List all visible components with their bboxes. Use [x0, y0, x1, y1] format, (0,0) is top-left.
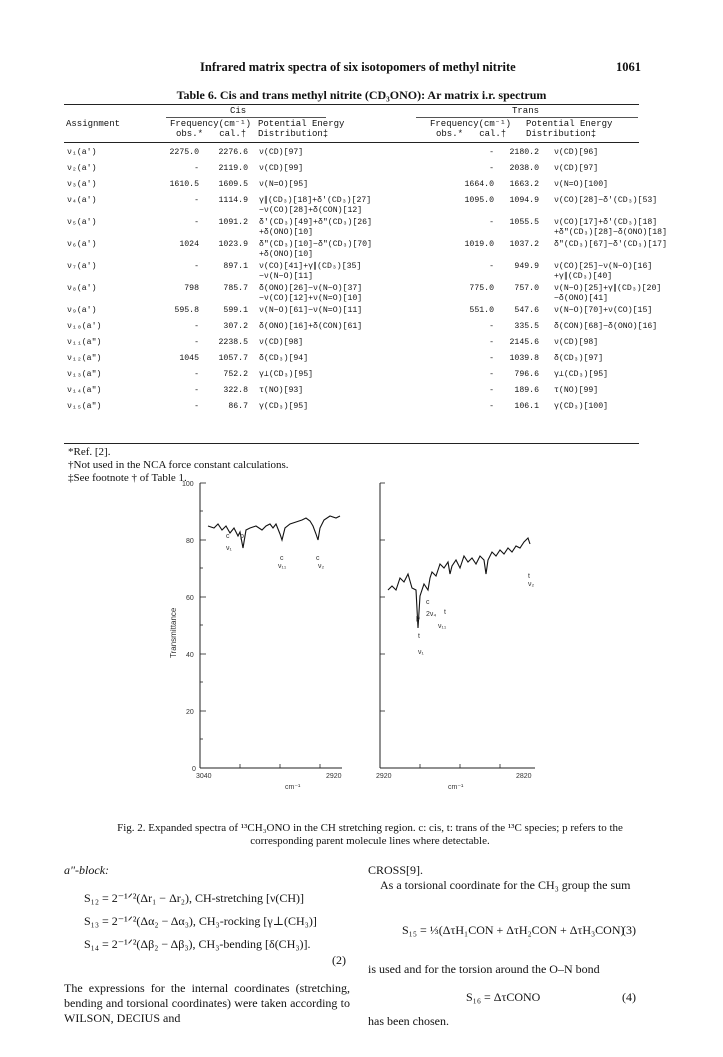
trans-cal-cell: 1039.8: [509, 354, 539, 363]
assignment-cell: ν₄(a'): [67, 196, 97, 205]
right-x-unit: cm⁻¹: [448, 784, 464, 791]
peak-label-right-c: c: [426, 599, 430, 606]
trans-ped-cell: ν(CO)[25]−ν(N−O)[16]: [554, 262, 653, 271]
cis-obs-cell: -: [194, 402, 199, 411]
cis-cal-cell: 1114.9: [218, 196, 248, 205]
peak-label-left-nu2: ν₂: [318, 563, 325, 570]
cis-obs-cell: -: [194, 386, 199, 395]
peak-label-right-t1: t: [444, 609, 446, 616]
trans-obs-cell: 551.0: [469, 306, 494, 315]
equation-s12: S₁₂ = 2⁻¹ᐟ²(Δr₁ − Δr₂), CH-stretching [ν(CH)]: [84, 891, 305, 905]
assignment-cell: ν₃(a'): [67, 180, 97, 189]
peak-label-right-2nu4: 2ν₄: [426, 611, 437, 618]
trans-ped-cell: ν(CD)[97]: [554, 164, 599, 173]
right-spectrum-trace: [388, 538, 530, 628]
cis-cal-cell: 1023.9: [218, 240, 248, 249]
trans-ped-cell: ν(N−O)[25]+γ∥(CD₃)[20]: [554, 284, 662, 293]
trans-ped-cell: ν(CD)[98]: [554, 338, 599, 347]
trans-obs-cell: -: [489, 402, 494, 411]
cis-cal-cell: 322.8: [223, 386, 248, 395]
cis-obs-cell: -: [194, 196, 199, 205]
cis-cal-cell: 1091.2: [218, 218, 248, 227]
right-x-tick-2820: 2820: [516, 773, 532, 780]
peak-label-right-t3: t: [528, 573, 530, 580]
cis-cal-cell: 2238.5: [218, 338, 248, 347]
cis-obs-cell: -: [194, 370, 199, 379]
cis-ped-cell: ν(N=O)[95]: [259, 180, 309, 189]
cis-obs-cell: 1024: [179, 240, 199, 249]
right-x-tick-2920: 2920: [376, 773, 392, 780]
trans-ped-header: Potential Energy: [526, 119, 613, 129]
cis-obs-cell: 595.8: [174, 306, 199, 315]
trans-frequency-header: Frequency(cm⁻¹): [430, 119, 512, 129]
paragraph-right-2: is used and for the torsion around the O–N bond: [368, 962, 600, 976]
cis-ped-cell: δ(ONO)[26]−ν(N−O)[37]: [259, 284, 363, 293]
cis-ped-cell: ν(N−O)[61]−ν(N=O)[11]: [259, 306, 363, 315]
trans-cal-cell: 1663.2: [509, 180, 539, 189]
trans-obs-cell: -: [489, 262, 494, 271]
cis-cal-cell: 307.2: [223, 322, 248, 331]
cis-ped-cell-cont: −ν(CO)[12]+ν(N=O)[10]: [259, 293, 363, 303]
table-top-rule: [64, 104, 639, 105]
y-tick-60: 60: [186, 595, 194, 602]
paragraph-right-3: has been chosen.: [368, 1014, 449, 1028]
trans-cal-cell: 547.6: [514, 306, 539, 315]
trans-ped-cell: ν(CD)[96]: [554, 148, 599, 157]
left-spectrum-trace: [208, 516, 340, 548]
paragraph-right: As a torsional coordinate for the CH₃ group the sum: [380, 878, 631, 892]
trans-ped-cell: τ(NO)[99]: [554, 386, 599, 395]
assignment-header: Assignment: [66, 119, 121, 129]
trans-obs-cell: 775.0: [469, 284, 494, 293]
peak-label-left-nu11: ν₁₁: [278, 563, 287, 570]
cis-ped-cell: γ∥(CD₃)[18]+δ'(CD₃)[27]: [259, 196, 372, 205]
left-x-tick-2920: 2920: [326, 773, 342, 780]
y-tick-100: 100: [182, 481, 194, 488]
trans-obs-cell: 1095.0: [464, 196, 494, 205]
trans-obs-cell: -: [489, 164, 494, 173]
table-header-rule: [64, 142, 639, 143]
equation-s15: S₁₅ = ⅓(ΔτH₁CON + ΔτH₂CON + ΔτH₃CON): [402, 923, 625, 937]
cis-cal-cell: 1609.5: [218, 180, 248, 189]
equation-s14: S₁₄ = 2⁻¹ᐟ²(Δβ₂ − Δβ₃), CH₃-bending [δ(CH₃)].: [84, 937, 311, 951]
y-tick-80: 80: [186, 538, 194, 545]
assignment-cell: ν₈(a'): [67, 284, 97, 293]
cis-ped-header-2: Distribution‡: [258, 129, 329, 139]
cis-ped-cell-cont: +δ(ONO)[10]: [259, 227, 314, 237]
cis-obs-cell: -: [194, 218, 199, 227]
trans-ped-cell-cont: +δ"(CD₃)[28]−δ(ONO)[18]: [554, 227, 668, 237]
y-tick-20: 20: [186, 709, 194, 716]
trans-cal-cell: 949.9: [514, 262, 539, 271]
trans-ped-cell-cont: −δ(ONO)[41]: [554, 293, 609, 303]
peak-label-right-t2: t: [418, 633, 420, 640]
equation-number-3: (3): [622, 923, 636, 937]
assignment-cell: ν₁₄(a"): [67, 386, 102, 395]
paragraph-left: The expressions for the internal coordinates (stretching, bending and torsional coordinates) were taken according to WILSON, DECIUS and: [64, 981, 350, 1025]
cis-obs-cell: -: [194, 322, 199, 331]
y-tick-0: 0: [192, 766, 196, 773]
trans-obs-cell: 1019.0: [464, 240, 494, 249]
trans-obs-cell: -: [489, 338, 494, 347]
cis-ped-cell-cont: +δ(ONO)[10]: [259, 249, 314, 259]
trans-group-label: Trans: [512, 106, 540, 116]
cis-ped-cell: ν(CO)[41]+γ∥(CD₃)[35]: [259, 262, 362, 271]
cis-obs-cell: 798: [184, 284, 199, 293]
peak-label-right-p: p: [416, 615, 420, 622]
left-x-unit: cm⁻¹: [285, 784, 301, 791]
trans-obs-cell: -: [489, 148, 494, 157]
assignment-cell: ν₁(a'): [67, 148, 97, 157]
peak-label-right-nu2: ν₂: [528, 581, 535, 588]
cis-ped-cell: γ(CD₃)[95]: [259, 402, 309, 411]
figure-caption: Fig. 2. Expanded spectra of ¹³CH₃ONO in the CH stretching region. c: cis, t: trans of the ¹³C species; p refers to the corresponding parent molecule lines where detectable.: [117, 822, 623, 847]
trans-group-rule: [416, 117, 638, 118]
peak-label-left-c2: c: [280, 555, 284, 562]
figure-spectra: [130, 478, 590, 818]
trans-obs-cell: -: [489, 354, 494, 363]
trans-cal-cell: 2180.2: [509, 148, 539, 157]
cis-ped-cell: ν(CD)[99]: [259, 164, 304, 173]
peak-label-left-p: p: [240, 533, 244, 540]
footnote-dagger: †Not used in the NCA force constant calculations.: [68, 459, 289, 471]
cis-obs-cell: -: [194, 262, 199, 271]
trans-ped-cell: ν(N=O)[100]: [554, 180, 609, 189]
trans-obs-cell: -: [489, 218, 494, 227]
cis-cal-cell: 2119.0: [218, 164, 248, 173]
assignment-cell: ν₆(a'): [67, 240, 97, 249]
trans-ped-cell: δ(CD₃)[97]: [554, 354, 604, 363]
trans-cal-cell: 796.6: [514, 370, 539, 379]
cis-ped-header: Potential Energy: [258, 119, 345, 129]
cis-obs-cal-header: obs.* cal.†: [176, 129, 247, 139]
assignment-cell: ν₁₃(a"): [67, 370, 102, 379]
assignment-cell: ν₁₀(a'): [67, 322, 102, 331]
assignment-cell: ν₇(a'): [67, 262, 97, 271]
trans-cal-cell: 189.6: [514, 386, 539, 395]
cis-obs-cell: 1045: [179, 354, 199, 363]
peak-label-right-nu11: ν₁₁: [438, 623, 447, 630]
cis-ped-cell: γ⊥(CD₃)[95]: [259, 370, 314, 379]
cis-ped-cell: δ(ONO)[16]+δ(CON)[61]: [259, 322, 363, 331]
trans-ped-cell: δ"(CD₃)[67]−δ'(CD₃)[17]: [554, 240, 668, 249]
footnote-ref: *Ref. [2].: [68, 446, 111, 458]
trans-cal-cell: 106.1: [514, 402, 539, 411]
trans-obs-cal-header: obs.* cal.†: [436, 129, 507, 139]
cis-obs-cell: 2275.0: [169, 148, 199, 157]
trans-cal-cell: 1055.5: [509, 218, 539, 227]
trans-obs-cell: 1664.0: [464, 180, 494, 189]
peak-label-right-nu1: ν₁: [418, 649, 424, 656]
assignment-cell: ν₂(a'): [67, 164, 97, 173]
trans-ped-cell: γ(CD₃)[100]: [554, 402, 609, 411]
cross-reference: CROSS[9].: [368, 863, 424, 877]
trans-ped-header-2: Distribution‡: [526, 129, 597, 139]
trans-ped-cell-cont: +γ∥(CD₃)[40]: [554, 271, 613, 281]
cis-ped-cell: δ'(CD₃)[49]+δ"(CD₃)[26]: [259, 218, 373, 227]
cis-ped-cell: ν(CD)[97]: [259, 148, 304, 157]
cis-cal-cell: 1057.7: [218, 354, 248, 363]
y-axis-label: Transmittance: [169, 607, 178, 658]
trans-obs-cell: -: [489, 370, 494, 379]
cis-obs-cell: 1610.5: [169, 180, 199, 189]
cis-ped-cell: ν(CD)[98]: [259, 338, 304, 347]
cis-cal-cell: 785.7: [223, 284, 248, 293]
cis-obs-cell: -: [194, 164, 199, 173]
trans-cal-cell: 2038.0: [509, 164, 539, 173]
cis-cal-cell: 752.2: [223, 370, 248, 379]
cis-group-rule: [166, 117, 326, 118]
cis-cal-cell: 86.7: [228, 402, 248, 411]
journal-article-title: Infrared matrix spectra of six isotopomers of methyl nitrite: [200, 60, 516, 74]
equation-s16: S₁₆ = ΔτCONO: [466, 990, 541, 1004]
table-bottom-rule: [64, 443, 639, 444]
cis-ped-cell: δ"(CD₃)[10]−δ"(CD₃)[70]: [259, 240, 373, 249]
cis-ped-cell-cont: −ν(N−O)[11]: [259, 271, 314, 281]
trans-cal-cell: 2145.6: [509, 338, 539, 347]
trans-ped-cell: ν(N−O)[70]+ν(CO)[15]: [554, 306, 653, 315]
peak-label-left-c1: c: [226, 533, 230, 540]
assignment-cell: ν₁₅(a"): [67, 402, 102, 411]
assignment-cell: ν₁₂(a"): [67, 354, 102, 363]
cis-ped-cell: τ(NO)[93]: [259, 386, 304, 395]
cis-cal-cell: 2276.6: [218, 148, 248, 157]
trans-obs-cell: -: [489, 322, 494, 331]
trans-ped-cell: γ⊥(CD₃)[95]: [554, 370, 609, 379]
cis-cal-cell: 599.1: [223, 306, 248, 315]
page-number: 1061: [616, 60, 641, 74]
trans-obs-cell: -: [489, 386, 494, 395]
cis-frequency-header: Frequency(cm⁻¹): [170, 119, 252, 129]
left-x-tick-3040: 3040: [196, 773, 212, 780]
assignment-cell: ν₁₁(a"): [67, 338, 102, 347]
trans-ped-cell: ν(CO)[28]−δ'(CD₃)[53]: [554, 196, 658, 205]
cis-ped-cell-cont: −ν(CO)[28]+δ(CON)[12]: [259, 205, 363, 215]
assignment-cell: ν₅(a'): [67, 218, 97, 227]
equation-s13: S₁₃ = 2⁻¹ᐟ²(Δα₂ − Δα₃), CH₃-rocking [γ⊥(CH₃)]: [84, 914, 317, 928]
assignment-cell: ν₉(a'): [67, 306, 97, 315]
cis-cal-cell: 897.1: [223, 262, 248, 271]
y-tick-40: 40: [186, 652, 194, 659]
equation-number-4: (4): [622, 990, 636, 1004]
trans-cal-cell: 757.0: [514, 284, 539, 293]
cis-group-label: Cis: [230, 106, 247, 116]
footnote-double-dagger: ‡See footnote † of Table 1.: [68, 472, 187, 484]
peak-label-left-nu1: ν₁: [226, 545, 232, 552]
cis-obs-cell: -: [194, 338, 199, 347]
trans-ped-cell: ν(CO)[17]+δ'(CD₃)[18]: [554, 218, 658, 227]
peak-label-left-c3: c: [316, 555, 320, 562]
trans-cal-cell: 335.5: [514, 322, 539, 331]
table-caption: Table 6. Cis and trans methyl nitrite (CD₃ONO): Ar matrix i.r. spectrum: [176, 88, 547, 102]
trans-cal-cell: 1037.2: [509, 240, 539, 249]
trans-cal-cell: 1094.9: [509, 196, 539, 205]
cis-ped-cell: δ(CD₃)[94]: [259, 354, 309, 363]
equation-number-2: (2): [332, 953, 346, 967]
block-label: a"-block:: [64, 863, 110, 877]
trans-ped-cell: δ(CON)[68]−δ(ONO)[16]: [554, 322, 658, 331]
